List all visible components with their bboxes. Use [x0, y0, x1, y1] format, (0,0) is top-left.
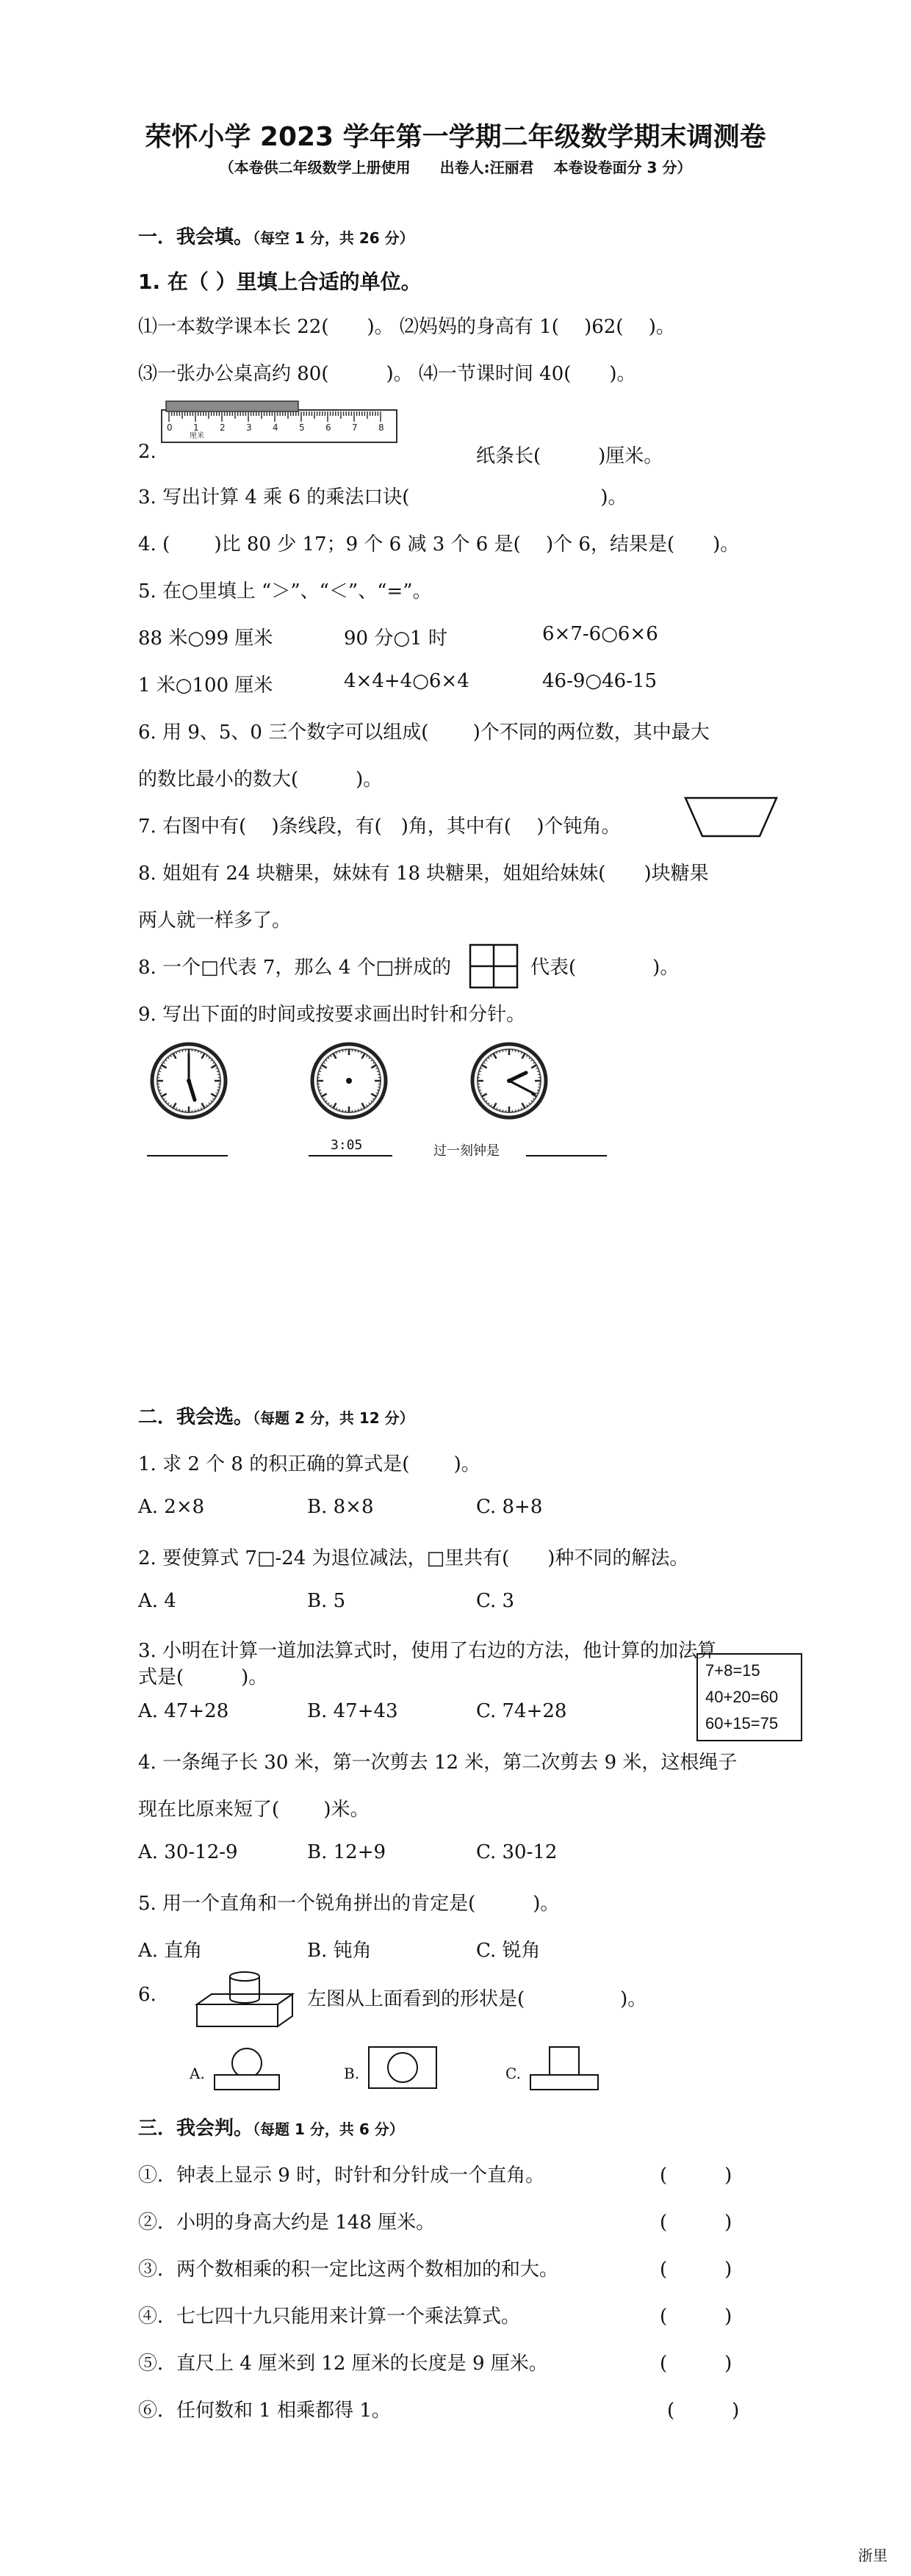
- s1-q8-line2: 两人就一样多了。: [138, 910, 292, 932]
- clock-tick: [217, 1074, 220, 1075]
- s1-q5: 5. 在○里填上 “＞”、“＜”、“=”。: [138, 580, 432, 602]
- clock-tick: [318, 1074, 320, 1075]
- clock2-caption: 3:05: [331, 1137, 363, 1153]
- section1-heading: 一．我会填。（每空 1 分，共 26 分）: [138, 226, 414, 248]
- judge-answer-paren[interactable]: ( ): [667, 2400, 740, 2422]
- clock-tick: [378, 1074, 380, 1075]
- option-a[interactable]: A. 47+28: [138, 1700, 229, 1722]
- option-b[interactable]: B. 47+43: [307, 1700, 398, 1722]
- s1-q1-line1: ⑴一本数学课本长 22( )。 ⑵妈妈的身高有 1( )62( )。: [138, 316, 675, 338]
- ruler-mark-label: 7: [352, 422, 358, 433]
- s1-q8-line1: 8. 姐姐有 24 块糖果，妹妹有 18 块糖果，姐姐给妹妹( )块糖果: [138, 863, 709, 885]
- clock-tick: [342, 1109, 343, 1112]
- clock-1: [148, 1040, 229, 1121]
- s2-q6-text: 左图从上面看到的形状是( )。: [307, 1988, 647, 2010]
- s1-q8b-left: 8. 一个□代表 7，那么 4 个□拼成的: [138, 957, 452, 979]
- judge-answer-paren[interactable]: ( ): [660, 2306, 732, 2328]
- s2-q5: 5. 用一个直角和一个锐角拼出的肯定是( )。: [138, 1893, 560, 1915]
- s1-q1-line2: ⑶一张办公桌高约 80( )。 ⑷一节课时间 40( )。: [138, 363, 636, 385]
- s1-q6-line1: 6. 用 9、5、0 三个数字可以组成( )个不同的两位数，其中最大: [138, 722, 710, 744]
- option-a[interactable]: A. 2×8: [138, 1496, 205, 1518]
- calc-line: 40+20=60: [705, 1688, 779, 1706]
- ruler-mark-label: 6: [325, 422, 331, 433]
- s1-q2-number: 2.: [138, 441, 156, 463]
- exam-subtitle: （本卷供二年级数学上册使用 出卷人:汪丽君 本卷设卷面分 3 分）: [219, 159, 692, 176]
- option-b[interactable]: B. 8×8: [307, 1496, 374, 1518]
- s1-q9: 9. 写出下面的时间或按要求画出时针和分针。: [138, 1004, 526, 1026]
- trapezoid-figure: [683, 795, 779, 839]
- judge-answer-paren[interactable]: ( ): [660, 2212, 732, 2234]
- calc-line: 7+8=15: [705, 1661, 760, 1680]
- clock2-caption-line: [309, 1155, 392, 1156]
- ruler-mark-label: 8: [378, 422, 384, 433]
- clock-tick: [182, 1050, 183, 1052]
- s2-q2: 2. 要使算式 7□-24 为退位减法，□里共有( )种不同的解法。: [138, 1547, 689, 1569]
- s1-q7: 7. 右图中有( )条线段，有( )角，其中有( )个钝角。: [138, 816, 621, 838]
- s1-q2-text: 纸条长( )厘米。: [476, 445, 663, 467]
- option-b[interactable]: B. 钝角: [307, 1940, 372, 1962]
- clock-tick: [342, 1050, 343, 1052]
- ruler-mark-label: 3: [246, 422, 252, 433]
- judge-answer-paren[interactable]: ( ): [660, 2353, 732, 2375]
- ruler-mark-label: 4: [273, 422, 278, 433]
- judge-answer-paren[interactable]: ( ): [660, 2259, 732, 2281]
- option-a[interactable]: A.: [190, 2065, 205, 2082]
- option-c[interactable]: C. 锐角: [476, 1940, 541, 1962]
- compare-item: 88 米○99 厘米: [138, 627, 273, 650]
- option-c[interactable]: C. 74+28: [476, 1700, 567, 1722]
- option-a[interactable]: A. 30-12-9: [138, 1841, 238, 1863]
- s1-q4: 4. ( )比 80 少 17；9 个 6 减 3 个 6 是( )个 6，结果是( )。: [138, 533, 740, 555]
- option-a[interactable]: A. 4: [138, 1590, 176, 1612]
- option-c[interactable]: C. 8+8: [476, 1496, 543, 1518]
- s2-q4-line1: 4. 一条绳子长 30 米，第一次剪去 12 米，第二次剪去 9 米，这根绳子: [138, 1752, 738, 1774]
- view-a-figure: [212, 2043, 282, 2091]
- clock-2: [309, 1040, 389, 1121]
- judge-item: ③．两个数相乘的积一定比这两个数相加的和大。: [138, 2259, 559, 2281]
- judge-item: ⑥．任何数和 1 相乘都得 1。: [138, 2400, 391, 2422]
- option-c[interactable]: C. 30-12: [476, 1841, 558, 1863]
- s2-q1: 1. 求 2 个 8 的积正确的算式是( )。: [138, 1453, 480, 1475]
- ruler-mark-label: 2: [220, 422, 226, 433]
- ruler-mark-label: 0: [167, 422, 173, 433]
- solid-figure: [190, 1969, 300, 2035]
- option-b[interactable]: B. 12+9: [307, 1841, 386, 1863]
- s1-q6-line2: 的数比最小的数大( )。: [138, 769, 383, 791]
- clock3-caption: 过一刻钟是: [433, 1143, 500, 1159]
- exam-title: 荣怀小学 2023 学年第一学期二年级数学期末调测卷: [145, 122, 766, 152]
- judge-item: ②．小明的身高大约是 148 厘米。: [138, 2212, 436, 2234]
- judge-item: ①．钟表上显示 9 时，时针和分针成一个直角。: [138, 2165, 545, 2187]
- calc-line: 60+15=75: [705, 1714, 779, 1733]
- clock-tick: [515, 1050, 516, 1052]
- clock1-answer-line[interactable]: [147, 1155, 228, 1156]
- clock-tick: [478, 1074, 480, 1075]
- section3-heading: 三．我会判。（每题 1 分，共 6 分）: [138, 2118, 404, 2140]
- option-b[interactable]: B.: [344, 2065, 360, 2082]
- s2-q3-line2: 式是( )。: [138, 1666, 268, 1688]
- clock-3: [469, 1040, 550, 1121]
- view-b-figure: [366, 2043, 439, 2091]
- judge-item: ⑤．直尺上 4 厘米到 12 厘米的长度是 9 厘米。: [138, 2353, 548, 2375]
- judge-item: ④．七七四十九只能用来计算一个乘法算式。: [138, 2306, 521, 2328]
- clock3-answer-line[interactable]: [526, 1155, 607, 1156]
- four-squares-figure: [469, 943, 519, 989]
- option-a[interactable]: A. 直角: [138, 1940, 203, 1962]
- s2-q3-line1: 3. 小明在计算一道加法算式时，使用了右边的方法，他计算的加法算: [138, 1640, 717, 1662]
- s1-q3: 3. 写出计算 4 乘 6 的乘法口诀( )。: [138, 486, 627, 508]
- clock-tick: [355, 1109, 356, 1112]
- option-c[interactable]: C.: [505, 2065, 521, 2082]
- s1-q1-title: 1. 在（ ）里填上合适的单位。: [138, 270, 422, 294]
- compare-item: 90 分○1 时: [344, 627, 447, 650]
- view-c-figure: [527, 2043, 601, 2091]
- s1-q8b-right: 代表( )。: [530, 957, 680, 979]
- option-c[interactable]: C. 3: [476, 1590, 515, 1612]
- compare-item: 46-9○46-15: [542, 670, 658, 692]
- calculation-box: [696, 1653, 802, 1741]
- s2-q4-line2: 现在比原来短了( )米。: [138, 1799, 370, 1821]
- ruler-image: [160, 397, 403, 448]
- clock-tick: [355, 1050, 356, 1052]
- judge-answer-paren[interactable]: ( ): [660, 2165, 732, 2187]
- ruler-mark-label: 1: [193, 422, 199, 433]
- ruler-mark-label: 5: [299, 422, 305, 433]
- clock-tick: [515, 1109, 516, 1112]
- ruler-unit-label: 厘米: [190, 432, 204, 440]
- section2-heading: 二．我会选。（每题 2 分，共 12 分）: [138, 1406, 414, 1428]
- clock-tick: [182, 1109, 183, 1112]
- page-footer: 浙里: [858, 2547, 887, 2564]
- compare-item: 1 米○100 厘米: [138, 674, 273, 697]
- clock-tick: [538, 1074, 540, 1075]
- compare-item: 6×7-6○6×6: [542, 623, 658, 645]
- s2-q6-number: 6.: [138, 1984, 156, 2006]
- compare-item: 4×4+4○6×4: [344, 670, 469, 692]
- option-b[interactable]: B. 5: [307, 1590, 346, 1612]
- clock-tick: [158, 1074, 160, 1075]
